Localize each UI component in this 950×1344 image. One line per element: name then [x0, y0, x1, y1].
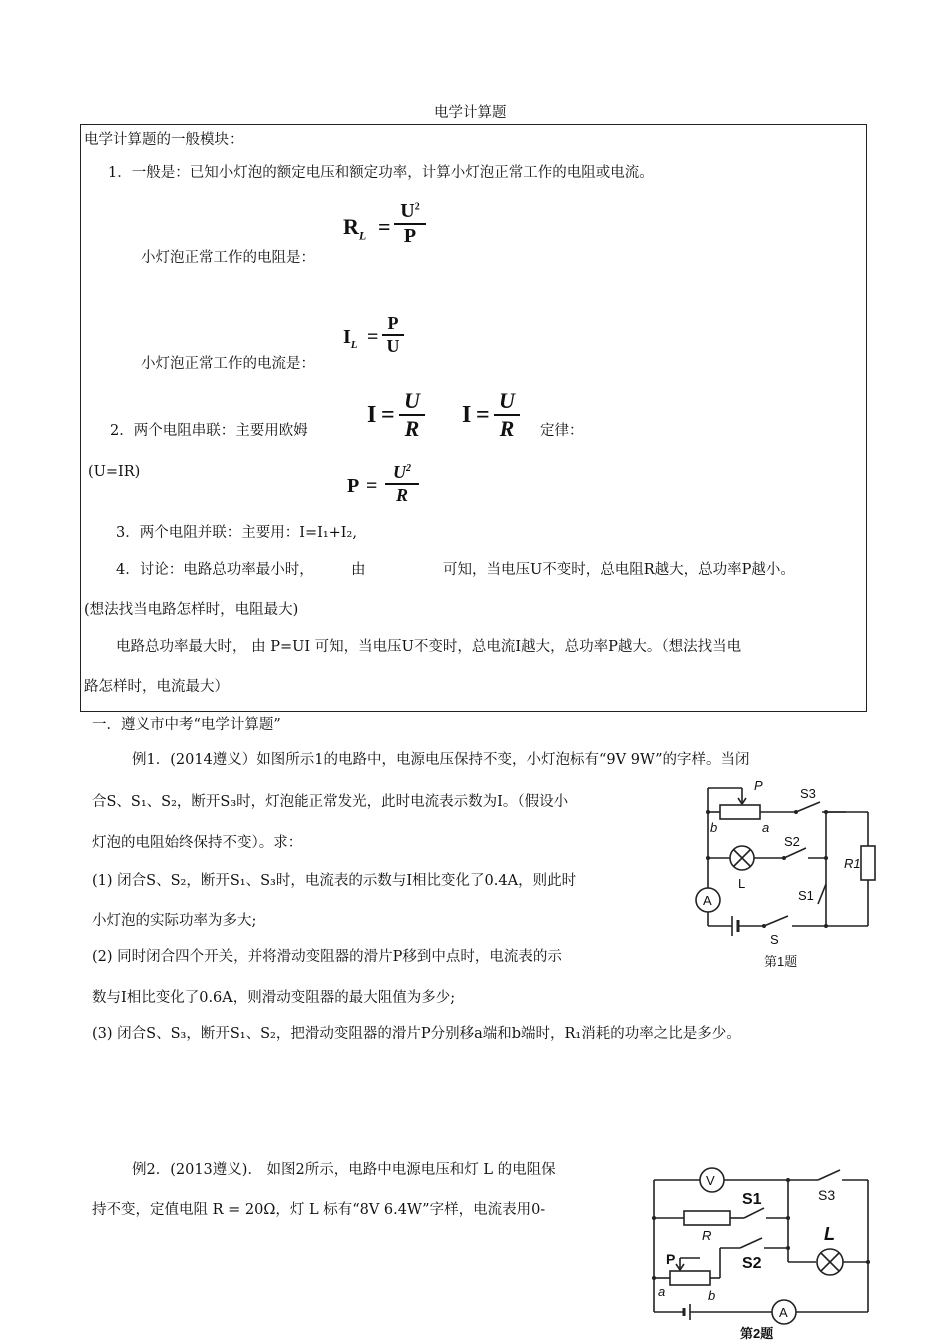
ammeter-label: A [779, 1305, 788, 1320]
formula-equals: = [367, 326, 379, 348]
summary-item-4-note: (想法找当电路怎样时，电阻最大) [84, 602, 299, 618]
formula-superscript: 2 [406, 463, 411, 474]
formula-denominator: R [395, 485, 408, 505]
formula-symbol: I [462, 402, 472, 428]
voltmeter-label: V [706, 1173, 715, 1188]
formula-numerator: U [400, 200, 415, 222]
summary-item-2: 2．两个电阻串联：主要用欧姆 [110, 423, 308, 439]
summary-box [80, 124, 867, 712]
ammeter-label: A [703, 893, 712, 908]
summary-item-4-rest: 可知，当电压U不变时，总电阻R越大，总功率P越小。 [443, 562, 795, 578]
formula-denominator: P [403, 225, 417, 247]
formula-numerator: U [393, 462, 406, 482]
example-1-line-6: (2) 同时闭合四个开关，并将滑动变阻器的滑片P移到中点时，电流表的示 [92, 949, 562, 965]
summary-item-2-note: (U=IR) [88, 464, 141, 480]
section-heading: 一．遵义市中考“电学计算题” [92, 717, 281, 733]
formula-equals: = [378, 214, 391, 239]
example-2-line-2: 持不变，定值电阻 R = 20Ω，灯 L 标有“8V 6.4W”字样，电流表用0- [92, 1202, 546, 1218]
label-s3: S3 [800, 786, 816, 801]
label-p: P [754, 778, 763, 793]
formula-superscript: 2 [414, 201, 420, 213]
example-1-line-1: 例1．(2014遵义）如图所示1的电路中，电源电压保持不变，小灯泡标有“9V 9W”的字样。当闭 [132, 752, 750, 768]
summary-item-3: 3．两个电阻并联：主要用：I=I₁+I₂, [116, 525, 357, 541]
formula-denominator: U [386, 336, 400, 356]
formula-symbol: R [343, 214, 359, 239]
example-2-line-1: 例2．(2013遵义)． 如图2所示，电路中电源电压和灯 L 的电阻保 [132, 1162, 556, 1178]
summary-heading: 电学计算题的一般模块： [84, 132, 244, 148]
example-1-line-5: 小灯泡的实际功率为多大; [92, 913, 257, 929]
formula-equals: = [366, 475, 378, 497]
label-l: L [738, 876, 746, 891]
figure-2-caption: 第2题 [740, 1326, 774, 1341]
label-s3: S3 [818, 1187, 836, 1203]
label-l: L [824, 1224, 835, 1244]
figure-1-caption: 第1题 [764, 954, 798, 969]
page-title: 电学计算题 [434, 105, 507, 121]
formula-subscript: L [350, 339, 358, 351]
formula-subscript: L [358, 228, 367, 243]
summary-item-2-tail: 定律： [540, 423, 584, 439]
formula-numerator: U [404, 388, 420, 413]
label-s2: S2 [742, 1255, 762, 1272]
label-s1: S1 [798, 888, 814, 903]
label-r: R [702, 1228, 712, 1243]
label-a: a [762, 820, 770, 835]
formula-denominator: R [499, 416, 515, 441]
formula-symbol: I [367, 402, 377, 428]
example-1-line-2: 合S、S₁、S₂，断开S₃时，灯泡能正常发光，此时电流表示数为I。（假设小 [92, 794, 569, 810]
label-b: b [708, 1288, 716, 1303]
formula-denominator: R [404, 416, 420, 441]
label-r1: R1 [844, 856, 861, 871]
label-s1: S1 [742, 1191, 762, 1208]
example-1-line-8: (3) 闭合S、S₃，断开S₁、S₂，把滑动变阻器的滑片P分别移a端和b端时，R₁消耗的功率之比是多少。 [92, 1026, 741, 1042]
summary-item-4: 4．讨论：电路总功率最小时， [116, 562, 314, 578]
summary-item-1: 1．一般是：已知小灯泡的额定电压和额定功率，计算小灯泡正常工作的电阻或电流。 [108, 165, 654, 181]
circuit-figure-2 [640, 1162, 880, 1344]
formula-symbol: I [343, 326, 351, 348]
example-1-line-7: 数与I相比变化了0.6A，则滑动变阻器的最大阻值为多少; [92, 990, 456, 1006]
label-b: b [710, 820, 718, 835]
example-1-line-3: 灯泡的电阻始终保持不变）。求： [92, 835, 303, 851]
example-1-line-4: (1) 闭合S、S₂，断开S₁、S₃时，电流表的示数与I相比变化了0.4A，则此时 [92, 873, 577, 889]
label-a: a [658, 1284, 666, 1299]
formula-numerator: U [499, 388, 515, 413]
formula-symbol: P [347, 475, 360, 497]
label-s2: S2 [784, 834, 800, 849]
circuit-figure-1 [688, 776, 878, 976]
current-label: 小灯泡正常工作的电流是： [141, 356, 315, 372]
label-p: P [666, 1251, 676, 1267]
summary-item-4-by: 由 [351, 562, 366, 578]
formula-equals: = [476, 402, 490, 428]
formula-numerator: P [387, 313, 399, 333]
resistance-label: 小灯泡正常工作的电阻是： [141, 250, 315, 266]
summary-item-4-max: 电路总功率最大时， 由 P=UI 可知，当电压U不变时，总电流I越大，总功率P越大。（想法找当电 [116, 639, 742, 655]
summary-item-4-max-cont: 路怎样时，电流最大） [84, 679, 229, 695]
label-s: S [770, 932, 779, 947]
formula-equals: = [381, 402, 395, 428]
